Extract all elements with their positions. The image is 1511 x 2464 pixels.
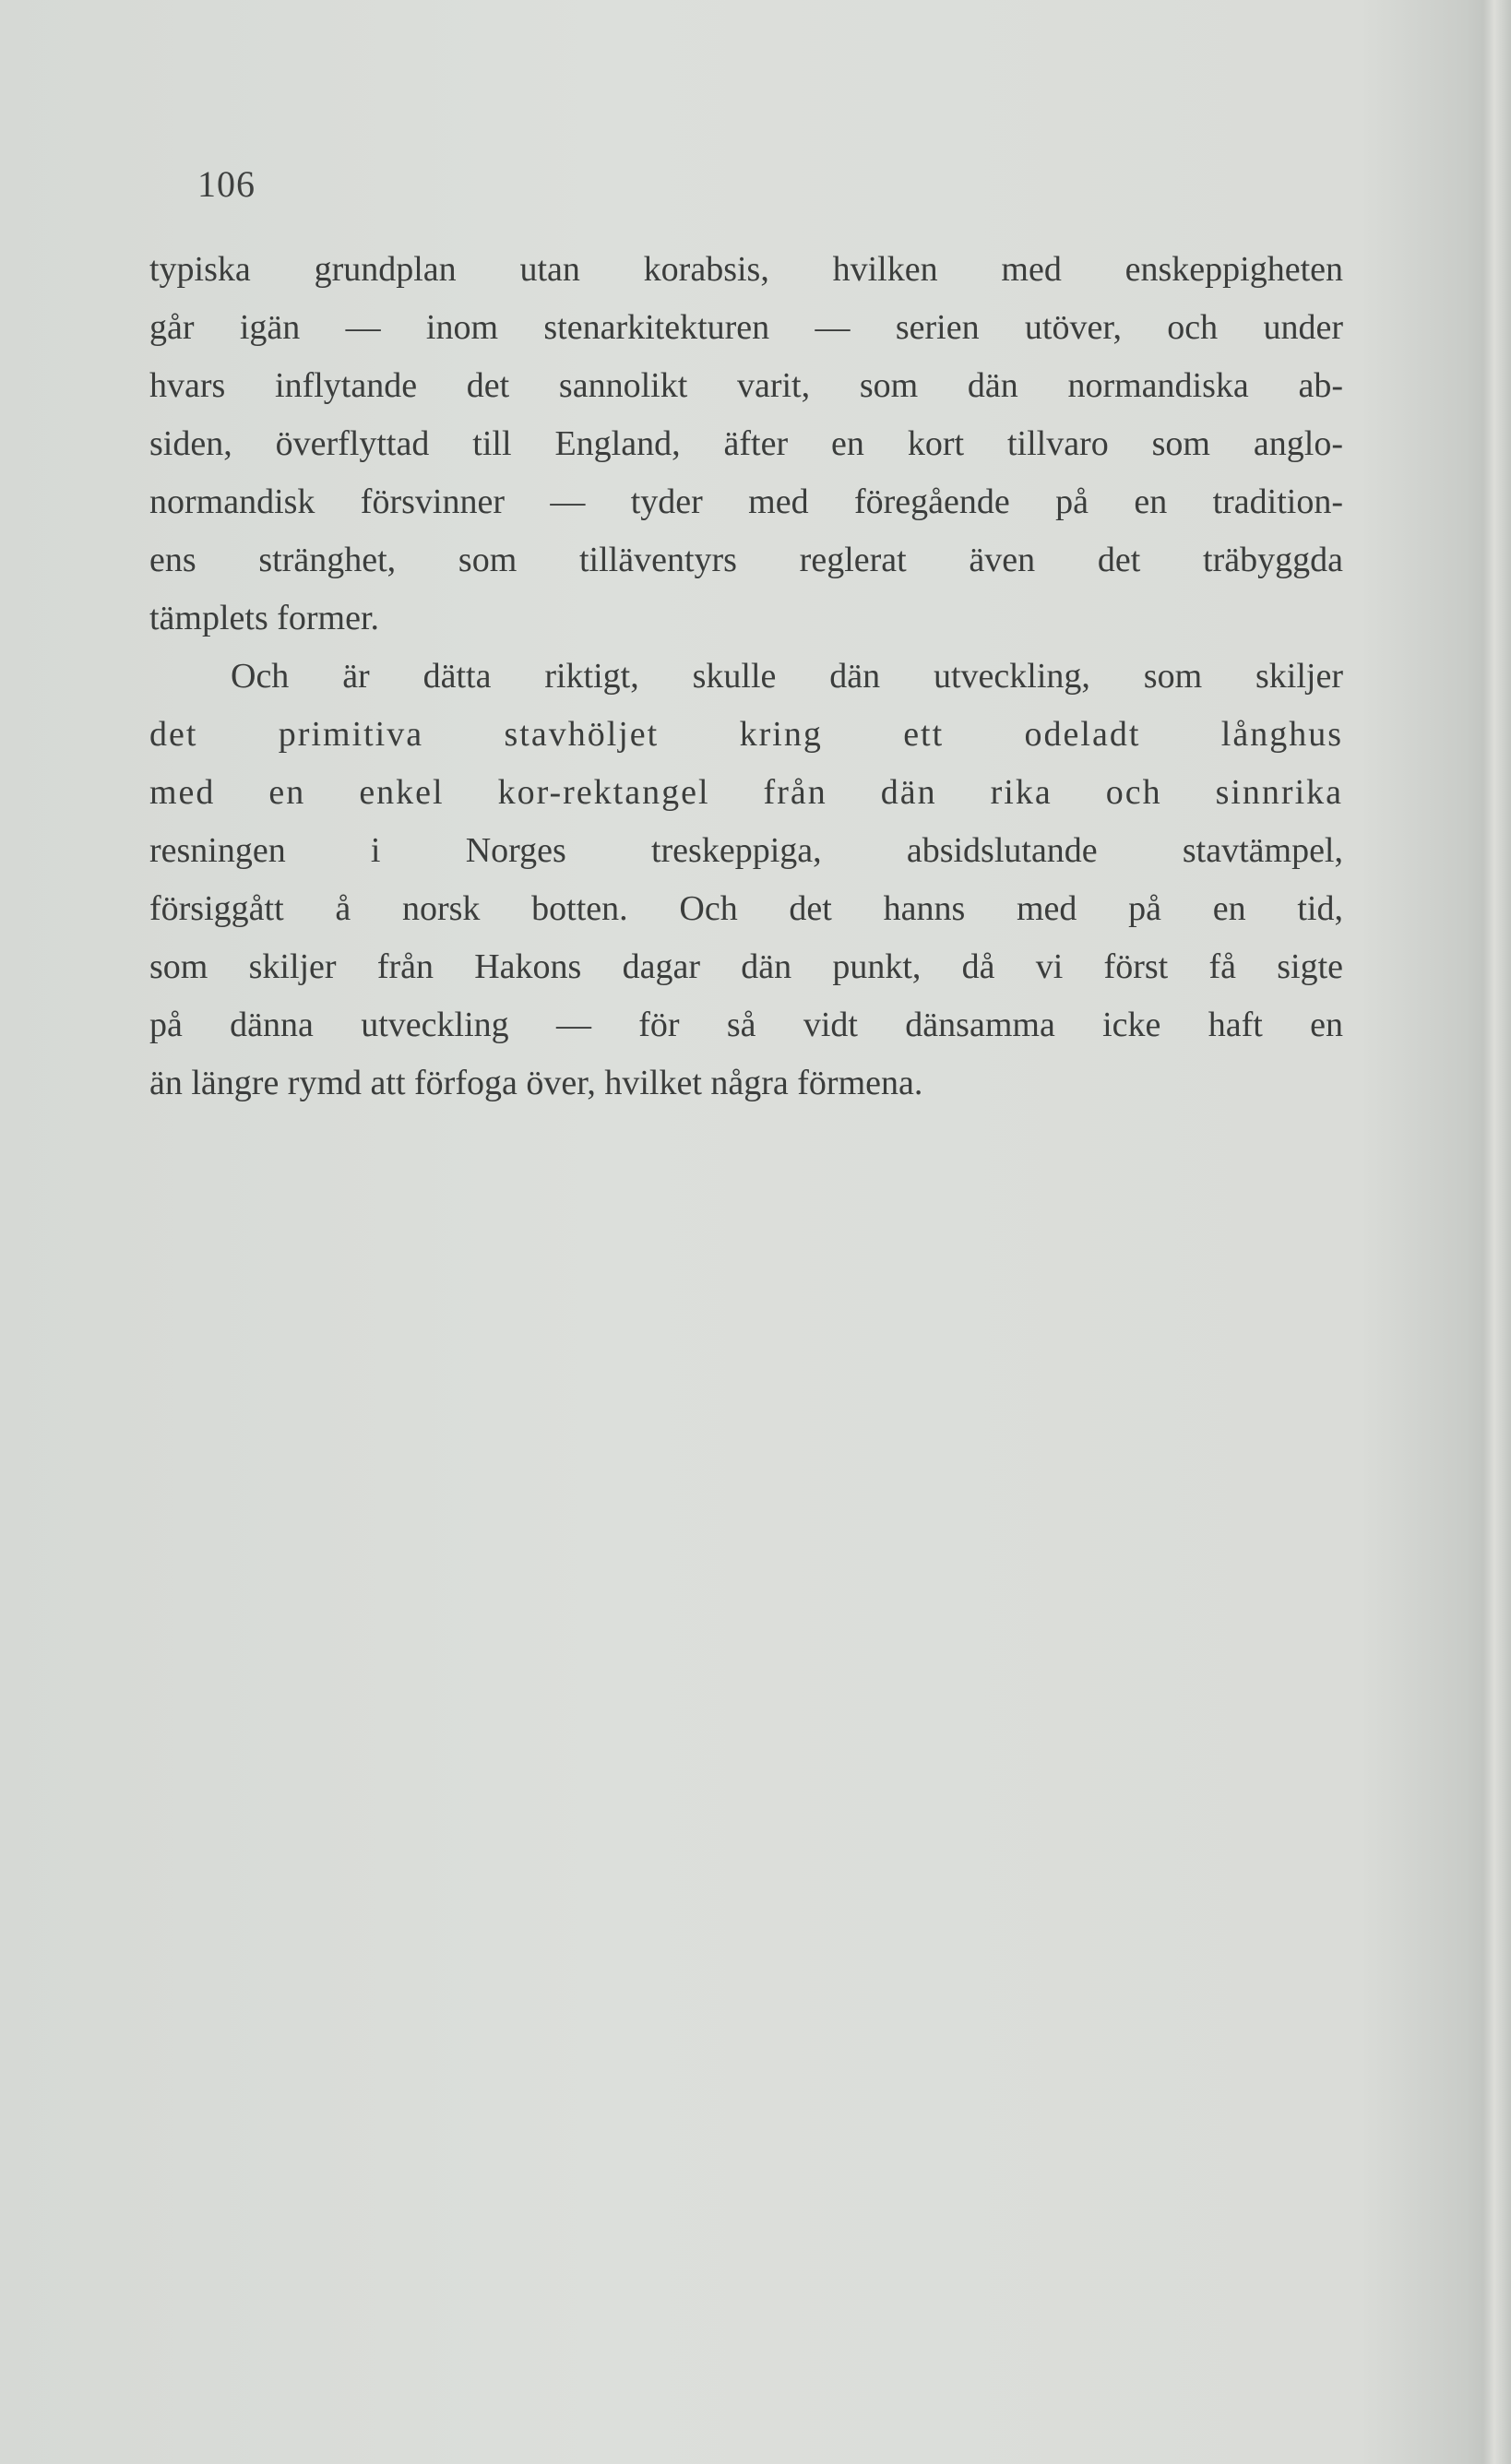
text-line: resningen i Norges treskeppiga, absidslutande stavtämpel, [149,831,1343,870]
text-line: går igän — inom stenarkitekturen — serien utöver, och under [149,308,1343,347]
text-line: som skiljer från Hakons dagar dän punkt, då vi först få sigte [149,947,1343,986]
text-line: än längre rymd att förfoga över, hvilket några förmena. [149,1064,923,1102]
text-line: med en enkel kor-rektangel från dän rika och sinnrika [149,773,1343,812]
text-line: siden, överflyttad till England, äfter en kort tillvaro som anglo- [149,424,1343,463]
text-line: normandisk försvinner — tyder med föregående på en tradition- [149,482,1343,521]
text-line: det primitiva stavhöljet kring ett odeladt långhus [149,715,1343,754]
page-number: 106 [197,163,256,205]
text-line: på dänna utveckling — för så vidt dänsamma icke haft en [149,1006,1343,1044]
text-line: Och är dätta riktigt, skulle dän utveckling, som skiljer [231,657,1343,696]
text-line: försiggått å norsk botten. Och det hanns med på en tid, [149,889,1343,928]
text-line: tämplets former. [149,599,380,637]
body-text [149,241,1343,1113]
text-line: hvars inflytande det sannolikt varit, som dän normandiska ab- [149,366,1343,405]
text-line: typiska grundplan utan korabsis, hvilken med enskeppigheten [149,250,1343,289]
text-line: ens stränghet, som tilläventyrs reglerat även det träbyggda [149,541,1343,579]
page-edge [1483,0,1511,2464]
